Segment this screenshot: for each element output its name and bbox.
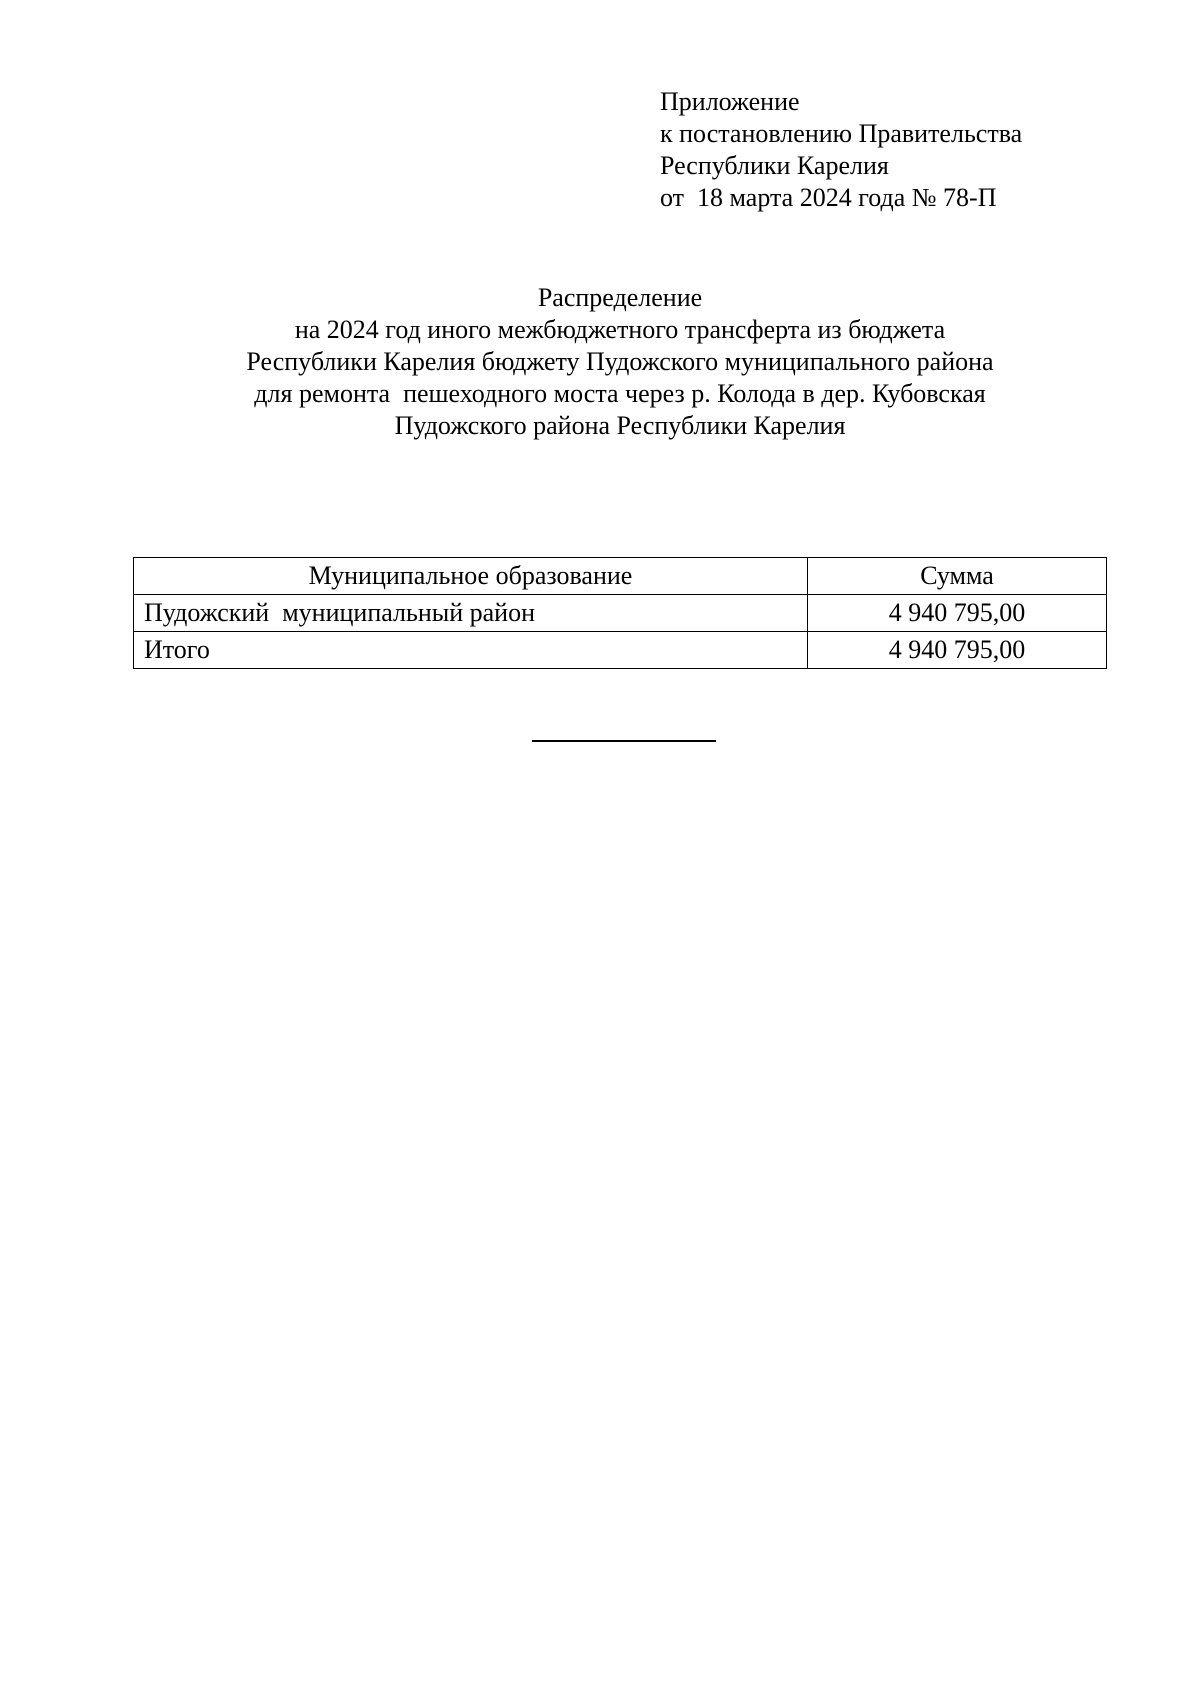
appendix-line: от 18 марта 2024 года № 78-П <box>660 183 997 212</box>
appendix-line: Республики Карелия <box>660 151 889 180</box>
appendix-line: Приложение <box>660 87 800 116</box>
table-header-row <box>134 558 1107 595</box>
table-total-row <box>134 632 1107 669</box>
title-heading: Распределение <box>537 283 703 312</box>
municipality-cell: Пудожский муниципальный район <box>134 595 808 632</box>
title-line: для ремонта пешеходного моста через р. Колода в дер. Кубовская <box>254 379 986 408</box>
appendix-block <box>660 86 1022 214</box>
column-header-municipality: Муниципальное образование <box>134 558 808 595</box>
total-amount-cell: 4 940 795,00 <box>808 632 1107 669</box>
title-line: Пудожского района Республики Карелия <box>394 411 846 440</box>
total-label-cell: Итого <box>134 632 808 669</box>
title-line: Республики Карелия бюджету Пудожского муниципального района <box>246 347 994 376</box>
distribution-table <box>133 557 1107 669</box>
column-header-amount: Сумма <box>808 558 1107 595</box>
amount-cell: 4 940 795,00 <box>808 595 1107 632</box>
end-separator-line <box>532 740 716 742</box>
appendix-line: к постановлению Правительства <box>660 119 1023 148</box>
title-line: на 2024 год иного межбюджетного трансферта из бюджета <box>294 315 946 344</box>
table-row <box>134 595 1107 632</box>
document-title <box>0 282 1200 442</box>
